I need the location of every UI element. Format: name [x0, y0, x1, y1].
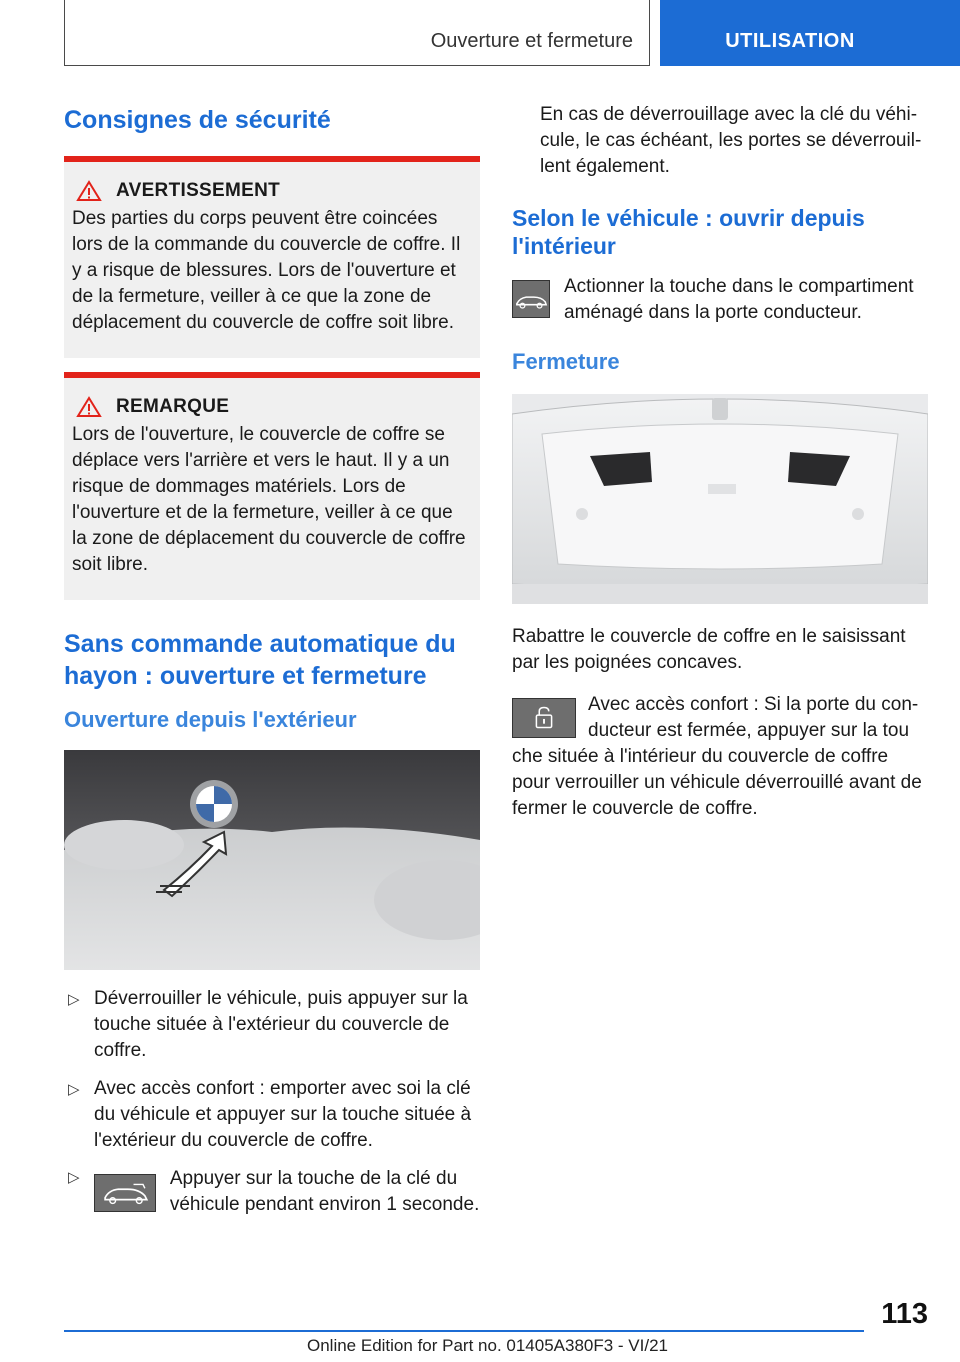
open-exterior-steps [64, 986, 480, 1154]
list-item [64, 1076, 480, 1154]
header-section-title: Ouverture et fermeture [430, 30, 633, 52]
warning-box [64, 156, 480, 358]
note-box [64, 372, 480, 600]
header-chapter-label: UTILISATION [725, 30, 855, 52]
warning-triangle-icon [76, 180, 102, 202]
footer-rule [64, 1330, 864, 1332]
photo-trunk-exterior-button [64, 750, 480, 970]
note-title [72, 396, 472, 418]
close-text: Rabattre le couvercle de coffre en le saisissant par les poignées concaves. [512, 626, 906, 673]
comfort-access-text-b: che située à l'intérieur du couvercle de coffre pour verrouiller un véhicule déverrouillé avant de fermer le couvercle de coffre. [512, 746, 922, 819]
header-section-box [64, 0, 650, 66]
warning-text: Des parties du corps peuvent être coincées lors de la commande du couvercle de coffre. Il y a risque de blessures. Lors de l'ouverture et de la fermeture, veiller à ce que la zone de déplacement du couvercle de coffre soit libre. [72, 208, 461, 333]
footer-edition: Online Edition for Part no. 01405A380F3 - VI/21 [307, 1336, 669, 1355]
note-label: REMARQUE [116, 396, 230, 417]
car-trunk-icon [94, 1174, 156, 1212]
note-text: Lors de l'ouverture, le couvercle de coffre se déplace vers l'arrière et vers le haut. Il y a un risque de dommages matériels. Lors de l'ouverture et de la fermeture, veiller à ce que la zone de déplacement du couvercle de coffre soit libre. [72, 424, 466, 575]
subheading-open-exterior: Ouverture depuis l'extérieur [64, 707, 357, 732]
padlock-icon [512, 698, 576, 738]
heading-open-interior: Selon le véhicule : ouvrir depuis l'intérieur [512, 205, 865, 259]
key-button-step [64, 1166, 480, 1218]
list-item [64, 986, 480, 1064]
heading-safety: Consignes de sécurité [64, 106, 331, 134]
warning-title [72, 180, 472, 202]
open-interior-text: Actionner la touche dans le compartiment aménagé dans la porte conducteur. [564, 276, 914, 323]
step-text: Déverrouiller le véhicule, puis appuyer sur la touche située à l'extérieur du couvercle de coffre. [94, 988, 468, 1061]
page-number: 113 [881, 1298, 928, 1330]
subheading-close: Fermeture [512, 349, 620, 374]
key-button-text: Appuyer sur la touche de la clé du véhicule pendant environ 1 seconde. [169, 1168, 480, 1215]
warning-label: AVERTISSEMENT [116, 180, 281, 201]
photo-trunk-lid-underside [512, 394, 928, 604]
triangle-bullet-icon: ▷ [68, 1081, 80, 1098]
car-trunk-icon [512, 280, 550, 318]
heading-manual-tailgate: Sans commande automatique du hayon : ouverture et fermeture [64, 630, 456, 690]
warning-triangle-icon [76, 396, 102, 418]
left-column [64, 100, 480, 1218]
key-unlock-text: En cas de déverrouillage avec la clé du véhicule, le cas échéant, les portes se déverrouillent également. [540, 104, 922, 177]
comfort-access-block [512, 692, 928, 822]
comfort-access-text-a: Avec accès confort : Si la porte du conducteur est fermée, appuyer sur la tou [588, 694, 919, 741]
triangle-bullet-icon: ▷ [68, 991, 80, 1008]
header-chapter-tab [660, 0, 960, 66]
right-column [512, 100, 928, 822]
triangle-bullet-icon: ▷ [68, 1169, 80, 1186]
comfort-access-row [512, 692, 928, 744]
open-interior-row [512, 274, 928, 326]
step-text: Avec accès confort : emporter avec soi la clé du véhicule et appuyer sur la touche située à l'extérieur du couvercle de coffre. [94, 1078, 472, 1151]
